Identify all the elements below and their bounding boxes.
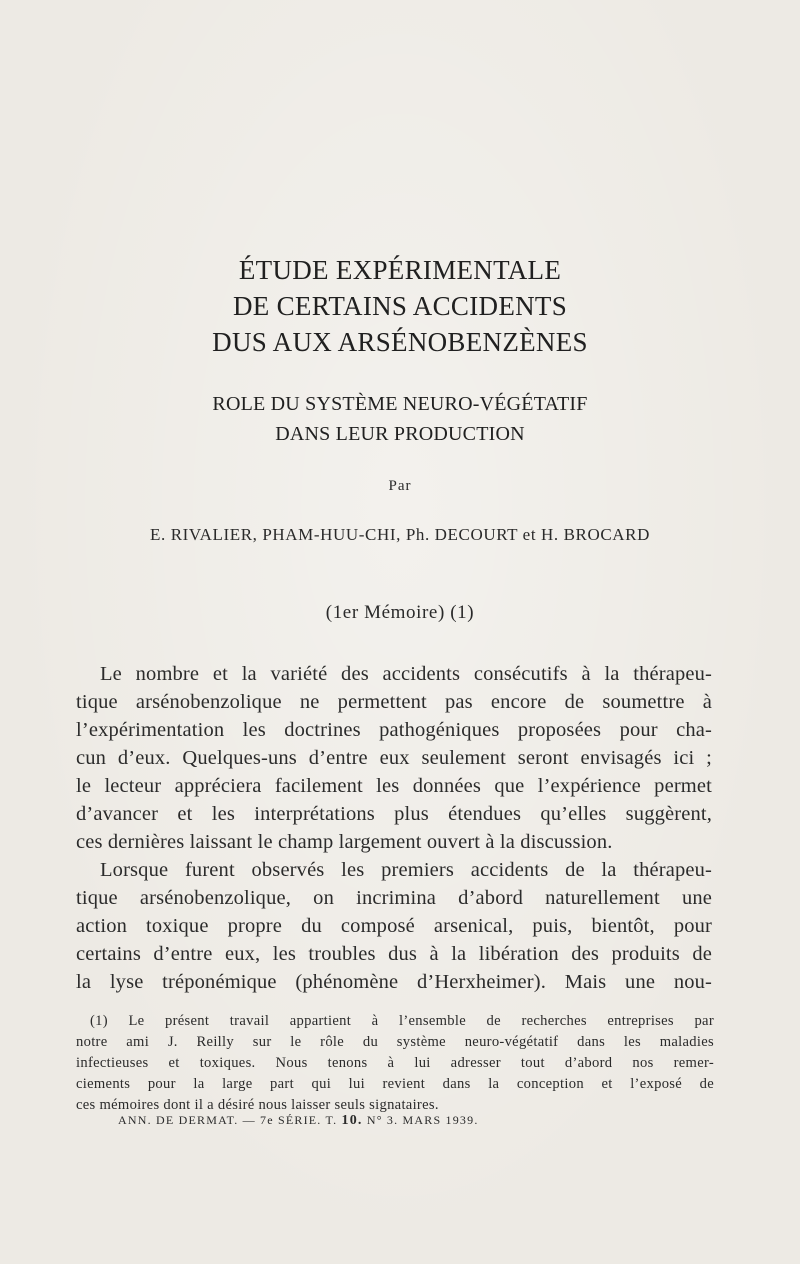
footnote-line: (1) Le présent travail appartient à l’ensemble de recherches entreprises par <box>90 1013 714 1029</box>
title-line-1: ÉTUDE EXPÉRIMENTALE <box>238 255 562 285</box>
journal-reference <box>118 1113 479 1129</box>
body-line: l’expérimentation les doctrines pathogéniques proposées pour cha- <box>76 719 712 741</box>
footnote-line: ces mémoires dont il a désiré nous laisser seuls signataires. <box>76 1097 439 1113</box>
footnote-line: ciements pour la large part qui lui revient dans la conception et l’exposé de <box>76 1076 714 1092</box>
journal-ref-prefix: ANN. DE DERMAT. — 7e SÉRIE. T. <box>118 1113 338 1127</box>
journal-ref-volume: 10. <box>341 1113 363 1128</box>
article-subtitle <box>0 389 800 449</box>
author-list: E. RIVALIER, PHAM-HUU-CHI, Ph. DECOURT et H. BROCARD <box>150 525 650 544</box>
memoire-label: (1er Mémoire) (1) <box>325 602 475 623</box>
body-line: Le nombre et la variété des accidents consécutifs à la thérapeu- <box>100 663 712 685</box>
body-line: Lorsque furent observés les premiers accidents de la thérapeu- <box>100 859 712 881</box>
body-line: ces dernières laissant le champ largement ouvert à la discussion. <box>76 831 613 853</box>
journal-ref-suffix: N° 3. MARS 1939. <box>366 1113 479 1127</box>
footnote-line: notre ami J. Reilly sur le rôle du système neuro-végétatif dans les maladies <box>76 1034 714 1050</box>
body-line: certains d’entre eux, les troubles dus à la libération des produits de <box>76 943 712 965</box>
title-line-3: DUS AUX ARSÉNOBENZÈNES <box>212 327 588 357</box>
body-line: d’avancer et les interprétations plus étendues qu’elles suggèrent, <box>76 803 712 825</box>
body-line: cun d’eux. Quelques-uns d’entre eux seulement seront envisagés ici ; <box>76 747 712 769</box>
body-line: le lecteur appréciera facilement les données que l’expérience permet <box>76 775 712 797</box>
footnote <box>76 1011 714 1116</box>
body-line: action toxique propre du composé arsenical, puis, bientôt, pour <box>76 915 712 937</box>
footnote-line: infectieuses et toxiques. Nous tenons à lui adresser tout d’abord nos remer- <box>76 1055 714 1071</box>
byline-prefix: Par <box>388 478 412 494</box>
article-title <box>0 252 800 360</box>
subtitle-line-2: DANS LEUR PRODUCTION <box>275 423 525 445</box>
body-text <box>76 660 712 996</box>
subtitle-line-1: ROLE DU SYSTÈME NEURO-VÉGÉTATIF <box>212 393 588 415</box>
body-line: tique arsénobenzolique, on incrimina d’abord naturellement une <box>76 887 712 909</box>
title-line-2: DE CERTAINS ACCIDENTS <box>232 291 568 321</box>
body-line: la lyse tréponémique (phénomène d’Herxheimer). Mais une nou- <box>76 971 712 993</box>
body-line: tique arsénobenzolique ne permettent pas encore de soumettre à <box>76 691 712 713</box>
